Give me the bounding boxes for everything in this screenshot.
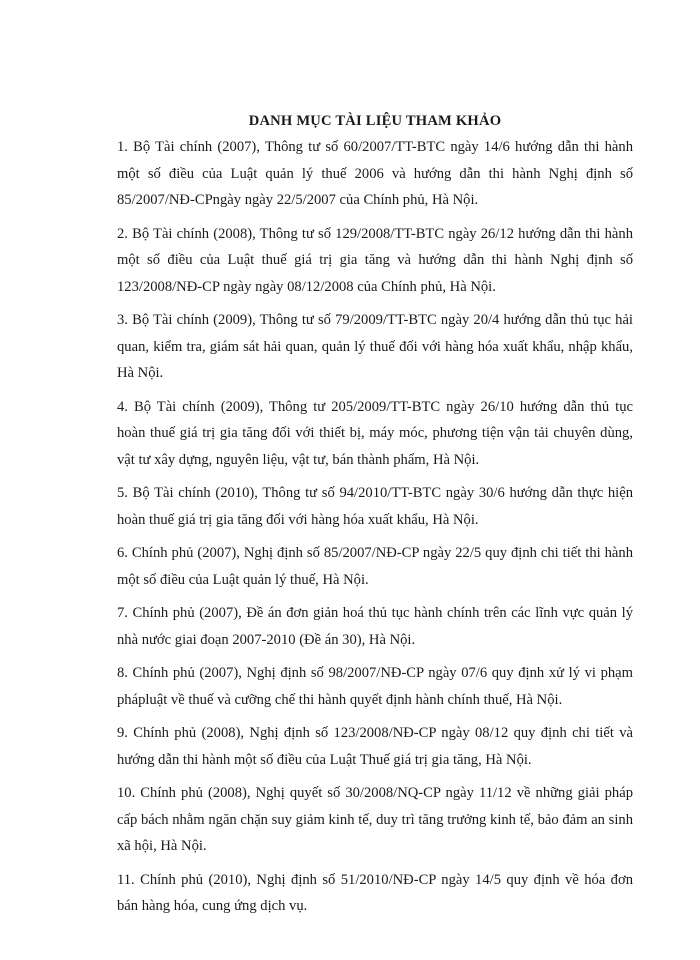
reference-item-7: 7. Chính phủ (2007), Đề án đơn giản hoá thủ tục hành chính trên các lĩnh vực quản lý nhà nước giai đoạn 2007-2010 (Đề án 30), Hà Nội. (117, 605, 633, 648)
page-title: DANH MỤC TÀI LIỆU THAM KHẢO (248, 113, 502, 129)
reference-item-10: 10. Chính phủ (2008), Nghị quyết số 30/2008/NQ-CP ngày 11/12 về những giải pháp cấp bách nhằm ngăn chặn suy giảm kinh tế, duy trì tăng trưởng kinh tế, bảo đảm an sinh xã hội, Hà Nội. (117, 785, 633, 854)
reference-item-8: 8. Chính phủ (2007), Nghị định số 98/2007/NĐ-CP ngày 07/6 quy định xử lý vi phạm phápluật về thuế và cưỡng chế thi hành quyết định hành chính thuế, Hà Nội. (117, 665, 633, 708)
reference-item-3: 3. Bộ Tài chính (2009), Thông tư số 79/2009/TT-BTC ngày 20/4 hướng dẫn thủ tục hải quan, kiểm tra, giám sát hải quan, quản lý thuế đối với hàng hóa xuất khẩu, nhập khẩu, Hà Nội. (117, 312, 633, 381)
reference-item-9: 9. Chính phủ (2008), Nghị định số 123/2008/NĐ-CP ngày 08/12 quy định chi tiết và hướng dẫn thi hành một số điều của Luật Thuế giá trị gia tăng, Hà Nội. (117, 725, 633, 768)
reference-item-5: 5. Bộ Tài chính (2010), Thông tư số 94/2010/TT-BTC ngày 30/6 hướng dẫn thực hiện hoàn thuế giá trị gia tăng đối với hàng hóa xuất khẩu, Hà Nội. (117, 485, 633, 528)
reference-item-11: 11. Chính phủ (2010), Nghị định số 51/2010/NĐ-CP ngày 14/5 quy định về hóa đơn bán hàng hóa, cung ứng dịch vụ. (117, 871, 633, 914)
reference-list-section (117, 108, 633, 927)
reference-item-1: 1. Bộ Tài chính (2007), Thông tư số 60/2007/TT-BTC ngày 14/6 hướng dẫn thi hành một số điều của Luật quản lý thuế 2006 và hướng dẫn thi hành Nghị định số 85/2007/NĐ-CPngày ngày 22/5/2007 của Chính phủ, Hà Nội. (117, 139, 633, 208)
reference-item-2: 2. Bộ Tài chính (2008), Thông tư số 129/2008/TT-BTC ngày 26/12 hướng dẫn thi hành một số điều của Luật thuế giá trị gia tăng và hướng dẫn thi hành Nghị định số 123/2008/NĐ-CP ngày ngày 08/12/2008 của Chính phủ, Hà Nội. (117, 225, 633, 295)
reference-item-6: 6. Chính phủ (2007), Nghị định số 85/2007/NĐ-CP ngày 22/5 quy định chi tiết thi hành một số điều của Luật quản lý thuế, Hà Nội. (117, 545, 633, 588)
reference-item-4: 4. Bộ Tài chính (2009), Thông tư 205/2009/TT-BTC ngày 26/10 hướng dẫn thủ tục hoàn thuế giá trị gia tăng đối với thiết bị, máy móc, phương tiện vận tải chuyên dùng, vật tư xây dựng, nguyên liệu, vật tư, bán thành phẩm, Hà Nội. (117, 398, 633, 468)
